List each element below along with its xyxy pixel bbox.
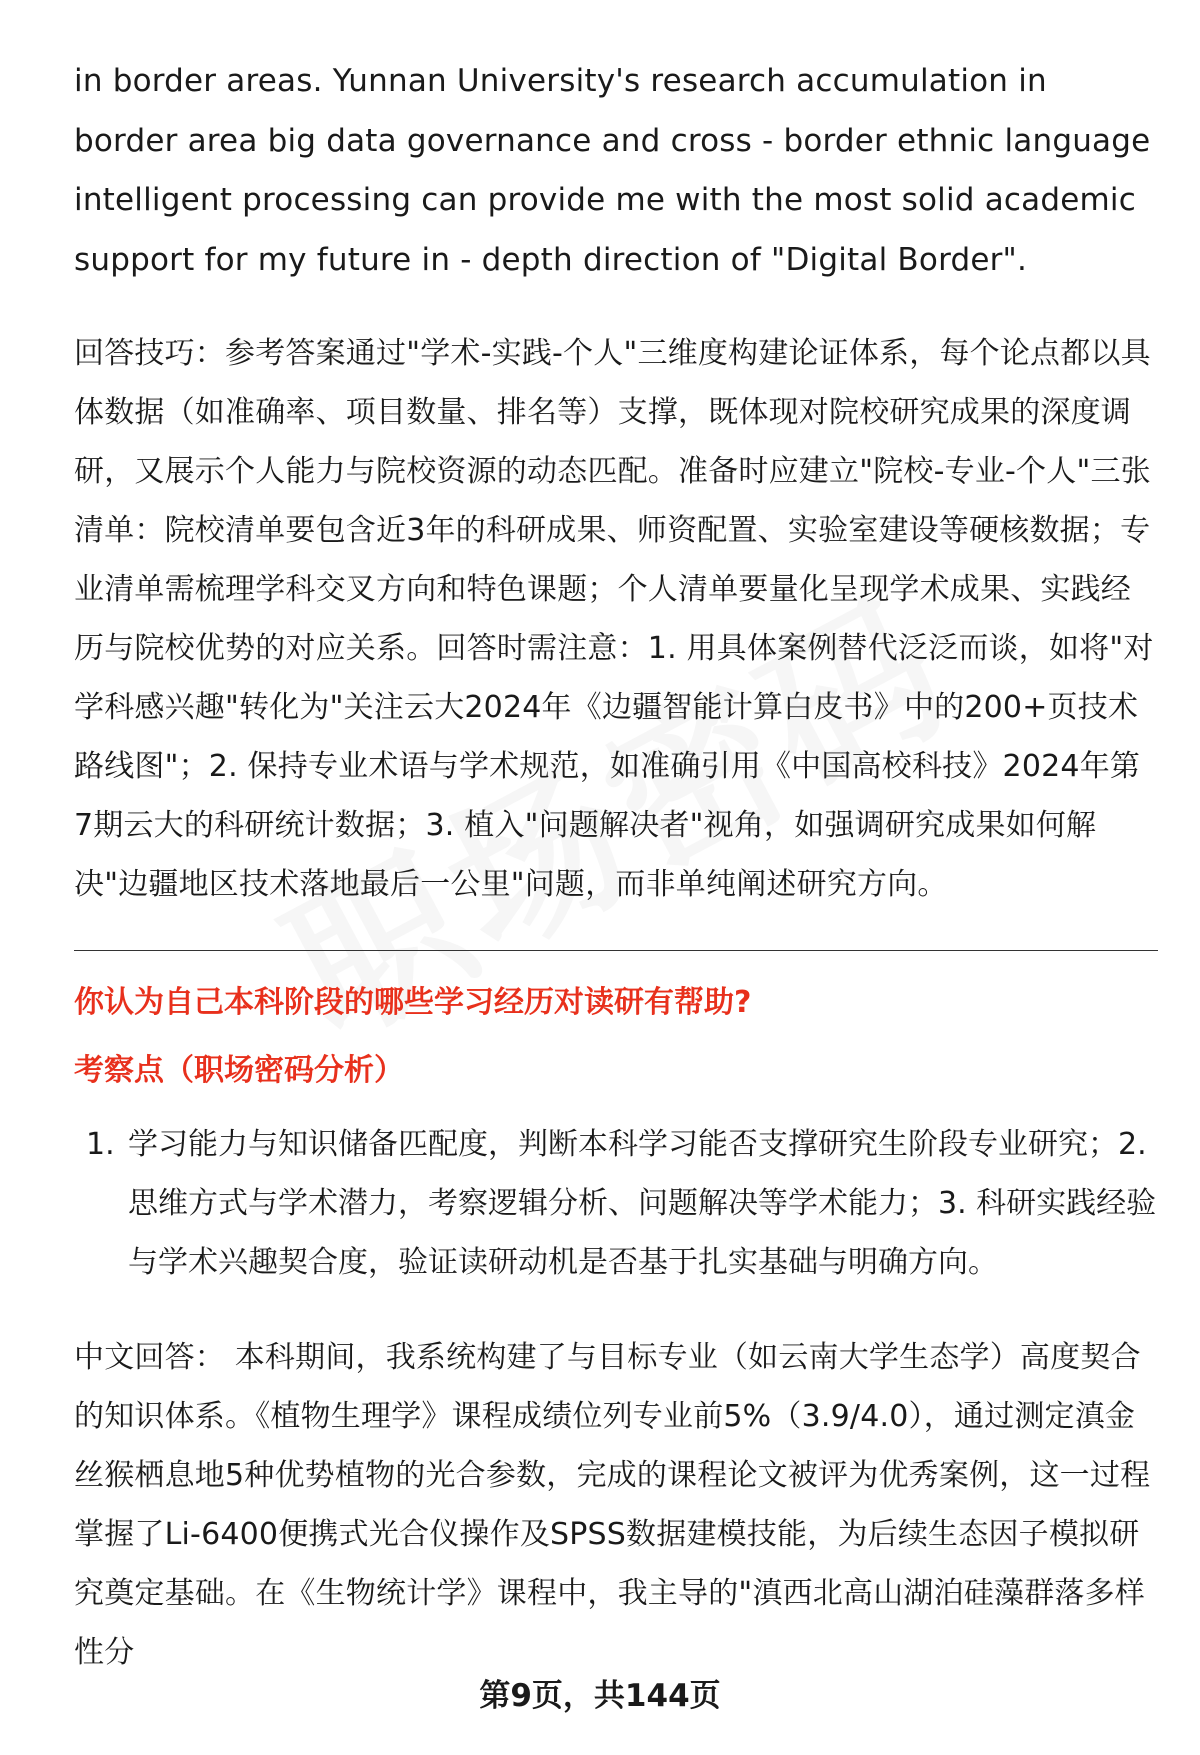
question-title: 你认为自己本科阶段的哪些学习经历对读研有帮助? <box>74 985 752 1020</box>
page-number: 第9页，共144页 <box>479 1678 721 1714</box>
document-page <box>74 52 1158 1682</box>
chinese-answer-paragraph: 中文回答： 本科期间，我系统构建了与目标专业（如云南大学生态学）高度契合的知识体系。《植物生理学》课程成绩位列专业前5%（3.9/4.0），通过测定滇金丝猴栖息地5种优势植物的光合参数，完成的课程论文被评为优秀案例，这一过程掌握了Li-6400便携式光合仪操作及SPSS数据建模技能，为后续生态因子模拟研究奠定基础。在《生物统计学》课程中，我主导的"滇西北高山湖泊硅藻群落多样性分 <box>74 1340 1151 1670</box>
assessment-points-list <box>74 1115 1158 1292</box>
intro-paragraph-en: in border areas. Yunnan University's research accumulation in border area big data governance and cross - border ethnic language intelligent processing can provide me with the most solid academic support for my future in - depth direction of "Digital Border". <box>74 63 1151 278</box>
answer-tips-paragraph: 回答技巧：参考答案通过"学术-实践-个人"三维度构建论证体系，每个论点都以具体数据（如准确率、项目数量、排名等）支撑，既体现对院校研究成果的深度调研，又展示个人能力与院校资源的动态匹配。准备时应建立"院校-专业-个人"三张清单：院校清单要包含近3年的科研成果、师资配置、实验室建设等硬核数据；专业清单需梳理学科交叉方向和特色课题；个人清单要量化呈现学术成果、实践经历与院校优势的对应关系。回答时需注意：1. 用具体案例替代泛泛而谈，如将"对学科感兴趣"转化为"关注云大2024年《边疆智能计算白皮书》中的200+页技术路线图"；2. 保持专业术语与学术规范，如准确引用《中国高校科技》2024年第7期云大的科研统计数据；3. 植入"问题解决者"视角，如强调研究成果如何解决"边疆地区技术落地最后一公里"问题，而非单纯阐述研究方向。 <box>74 336 1154 902</box>
list-item-number: 1. <box>86 1127 115 1162</box>
question-subtitle: 考察点（职场密码分析） <box>74 1053 404 1088</box>
list-item-text: 学习能力与知识储备匹配度，判断本科学习能否支撑研究生阶段专业研究；2. 思维方式与学术潜力，考察逻辑分析、问题解决等学术能力；3. 科研实践经验与学术兴趣契合度，验证读研动机是否基于扎实基础与明确方向。 <box>128 1127 1157 1280</box>
list-item <box>74 1115 1158 1292</box>
section-divider <box>74 950 1158 951</box>
